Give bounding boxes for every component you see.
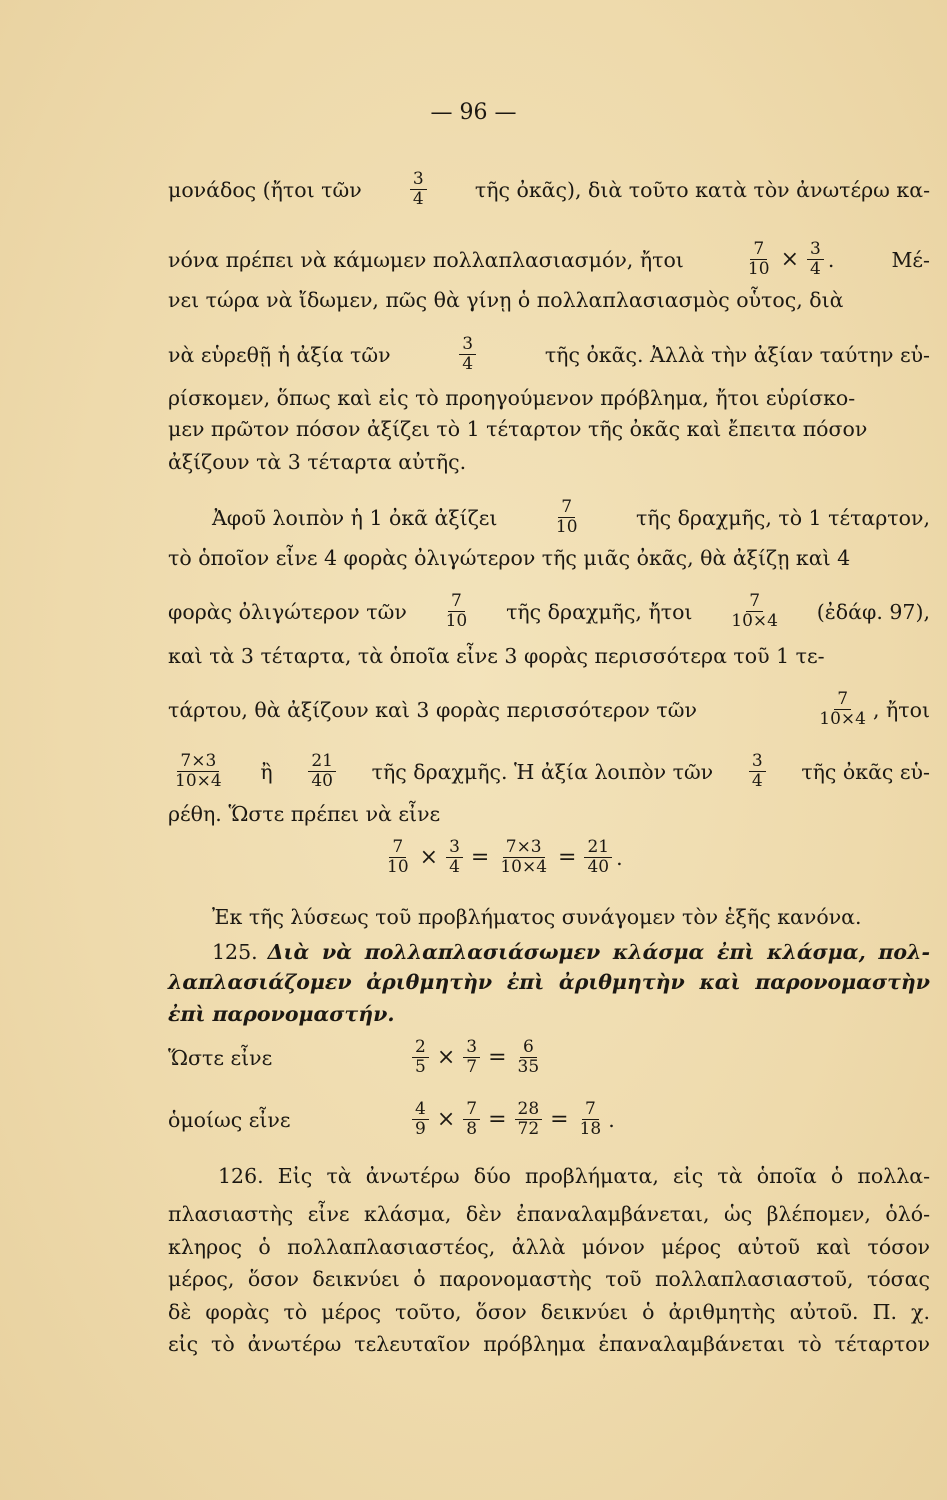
- text-line: δὲ φορὰς τὸ μέρος τοῦτο, ὅσον δεικνύει ὁ ἀριθμητὴς αὐτοῦ. Π. χ.: [168, 1300, 930, 1324]
- fraction: $\frac{3}{4}$: [446, 838, 463, 877]
- text-line: πλασιαστὴς εἶνε κλάσμα, δὲν ἐπαναλαμβάνεται, ὡς βλέπομεν, ὁλό-: [168, 1202, 930, 1226]
- text-line: [168, 335, 930, 374]
- text-span: ἢ: [260, 759, 273, 784]
- text-span: νόνα πρέπει νὰ κάμωμεν πολλαπλασιασμόν, ἤτοι: [168, 247, 684, 272]
- text-span: τῆς δραχμῆς, ἤτοι: [506, 599, 693, 624]
- fraction: $\frac{21}{40}$: [308, 752, 336, 791]
- text-line: [168, 690, 930, 729]
- text-span: τάρτου, θὰ ἀξίζουν καὶ 3 φορὰς περισσότερον τῶν: [168, 697, 697, 722]
- fraction: $\frac{3}{4}$: [807, 240, 824, 279]
- text-line: [168, 170, 930, 209]
- text-span: νὰ εὑρεθῇ ἡ ἀξία τῶν: [168, 342, 391, 367]
- text-span: τῆς δραχμῆς. Ἡ ἀξία λοιπὸν τῶν: [371, 759, 714, 784]
- text-line: ρίσκομεν, ὅπως καὶ εἰς τὸ προηγούμενον πρόβλημα, ἤτοι εὑρίσκο-: [168, 386, 856, 410]
- text-line: εἰς τὸ ἀνωτέρω τελευταῖον πρόβλημα ἐπαναλαμβάνεται τὸ τέταρτον: [168, 1332, 930, 1356]
- text-line: Ἐκ τῆς λύσεως τοῦ προβλήματος συνάγομεν τὸν ἑξῆς κανόνα.: [212, 905, 862, 929]
- fraction: $\frac{7}{10}$: [445, 591, 468, 631]
- text-line: νόνα πρέπει νὰ κάμωμεν πολλαπλασιασμόν, ἤτοι $\frac{7}{10}$ × $\frac{3}{4}$ . Μέ-: [168, 239, 930, 279]
- example-1: Ὥστε εἶνε $\frac{2}{5}$ × $\frac{3}{7}$ = $\frac{6}{35}$: [168, 1038, 546, 1077]
- text-span: , ἤτοι: [872, 697, 930, 722]
- fraction: $\frac{7}{8}$: [463, 1100, 480, 1139]
- text-line: μεν πρῶτον πόσον ἀξίζει τὸ 1 τέταρτον τῆς ὀκᾶς καὶ ἔπειτα πόσον: [168, 417, 868, 441]
- text-line: 126. Εἰς τὰ ἀνωτέρω δύο προβλήματα, εἰς τὰ ὁποῖα ὁ πολλα-: [218, 1164, 930, 1188]
- text-line: κληρος ὁ πολλαπλασιαστέος, ἀλλὰ μόνον μέρος αὐτοῦ καὶ τόσον: [168, 1235, 930, 1259]
- text-span: τῆς δραχμῆς, τὸ 1 τέταρτον,: [635, 505, 930, 530]
- text-span: τῆς ὀκᾶς), διὰ τοῦτο κατὰ τὸν ἀνωτέρω κα-: [474, 177, 930, 202]
- fraction: $\frac{28}{72}$: [515, 1100, 543, 1139]
- text-span: τῆς ὀκᾶς εὑ-: [801, 759, 930, 784]
- times-sign: ×: [780, 246, 799, 272]
- fraction: $\frac{4}{9}$: [412, 1100, 429, 1139]
- text-line: [168, 592, 930, 631]
- fraction: $\frac{7}{10\times 4}$: [819, 689, 866, 729]
- equation: $\frac{7}{10}$ × $\frac{3}{4}$ = $\frac{7\times 3}{10\times 4}$ = $\frac{21}{40}$ .: [380, 838, 623, 877]
- text-span: τῆς ὀκᾶς. Ἀλλὰ τὴν ἀξίαν ταύτην εὑ-: [544, 342, 930, 367]
- text-line: καὶ τὰ 3 τέταρτα, τὰ ὁποῖα εἶνε 3 φορὰς περισσότερα τοῦ 1 τε-: [168, 644, 825, 668]
- rule-number: 125.: [212, 940, 258, 964]
- example-2: ὁμοίως εἶνε $\frac{4}{9}$ × $\frac{7}{8}$ = $\frac{28}{72}$ = $\frac{7}{18}$ .: [168, 1099, 615, 1139]
- fraction: $\frac{7}{10}$: [387, 837, 409, 877]
- text-span: μονάδος (ἤτοι τῶν: [168, 177, 362, 202]
- text-line: [168, 752, 930, 791]
- fraction: $\frac{6}{35}$: [517, 1037, 540, 1077]
- fraction: $\frac{3}{4}$: [749, 752, 766, 791]
- fraction: $\frac{7}{10}$: [555, 497, 578, 537]
- text-line: [212, 498, 930, 537]
- text-line: τὸ ὁποῖον εἶνε 4 φορὰς ὀλιγώτερον τῆς μιᾶς ὀκᾶς, θὰ ἀξίζῃ καὶ 4: [168, 546, 851, 570]
- fraction: $\frac{7}{18}$: [579, 1099, 602, 1139]
- fraction: $\frac{3}{4}$: [459, 335, 476, 374]
- text-line: ἀξίζουν τὰ 3 τέταρτα αὐτῆς.: [168, 450, 467, 474]
- text-line: [168, 286, 930, 314]
- text-span: φορὰς ὀλιγώτερον τῶν: [168, 599, 407, 624]
- text-span: (ἐδάφ. 97),: [816, 599, 930, 624]
- fraction: $\frac{7}{10\times 4}$: [731, 591, 778, 631]
- rule-line: ἐπὶ παρονομαστήν.: [168, 1002, 395, 1026]
- text-line: ρέθη. Ὥστε πρέπει νὰ εἶνε: [168, 802, 441, 826]
- fraction: $\frac{7\times 3}{10\times 4}$: [175, 751, 222, 791]
- fraction: $\frac{3}{7}$: [463, 1038, 480, 1077]
- fraction: $\frac{7\times 3}{10\times 4}$: [500, 837, 548, 877]
- fraction: $\frac{2}{5}$: [412, 1038, 429, 1077]
- rule-line: 125. Διὰ νὰ πολλαπλασιάσωμεν κλάσμα ἐπὶ κλάσμα, πολ-: [212, 940, 930, 964]
- text-span: Ἀφοῦ λοιπὸν ἡ 1 ὀκᾶ ἀξίζει: [212, 505, 498, 530]
- text-span: Μέ-: [891, 247, 930, 272]
- fraction: $\frac{3}{4}$: [410, 170, 427, 209]
- text-span: νει τώρα νὰ ἴδωμεν, πῶς θὰ γίνῃ ὁ πολλαπλασιασμὸς οὗτος, διὰ: [168, 288, 844, 312]
- text-line: μέρος, ὅσον δεικνύει ὁ παρονομαστὴς τοῦ πολλαπλασιαστοῦ, τόσας: [168, 1267, 930, 1291]
- rule-line: λαπλασιάζομεν ἀριθμητὴν ἐπὶ ἀριθμητὴν καὶ παρονομαστὴν: [168, 970, 930, 994]
- fraction: $\frac{7}{10}$: [747, 239, 770, 279]
- fraction: $\frac{21}{40}$: [584, 838, 612, 877]
- page-number: — 96 —: [430, 100, 517, 125]
